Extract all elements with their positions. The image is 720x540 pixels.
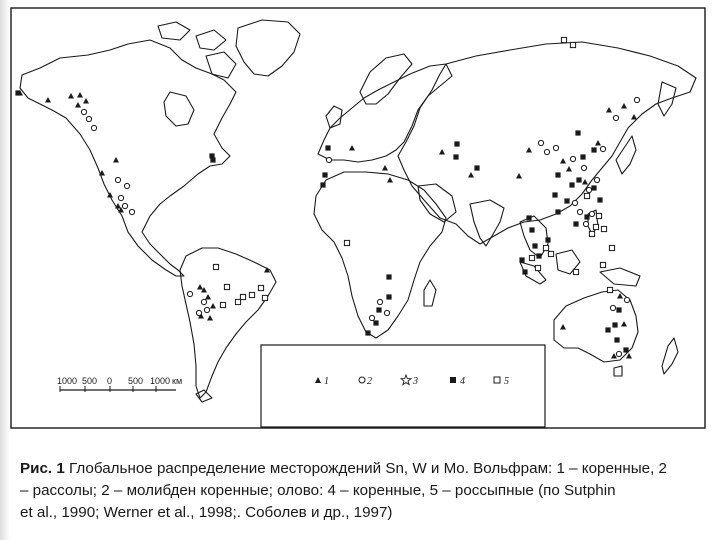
tungsten-primary-marker (560, 324, 566, 330)
tin-placer-marker (258, 285, 263, 290)
tin-placer-marker (593, 224, 598, 229)
tin-primary-marker (580, 154, 585, 159)
tungsten-primary-marker (516, 173, 522, 179)
europe-outline (318, 64, 452, 162)
tin-placer-marker (561, 37, 566, 42)
tin-primary-marker (386, 294, 391, 299)
molybdenum-primary-marker (326, 157, 331, 162)
molybdenum-primary-marker (115, 177, 120, 182)
tin-primary-marker (552, 192, 557, 197)
tungsten-primary-marker (207, 315, 213, 321)
tin-primary-marker (320, 182, 325, 187)
scale-label-1000-left: 1000 (57, 376, 78, 386)
tungsten-primary-marker (560, 158, 566, 164)
scandinavia (360, 54, 412, 104)
molybdenum-primary-marker (572, 200, 577, 205)
tin-placer-marker (548, 251, 553, 256)
tin-placer-marker (235, 299, 240, 304)
molybdenum-primary-marker (187, 291, 192, 296)
molybdenum-primary-marker (129, 209, 134, 214)
figure-caption (20, 458, 720, 524)
tungsten-primary-marker (75, 102, 81, 108)
tungsten-primary-marker (606, 107, 612, 113)
molybdenum-primary-marker (610, 305, 615, 310)
tungsten-primary-marker (197, 284, 203, 290)
tin-primary-marker (529, 227, 534, 232)
tin-placer-marker (535, 265, 540, 270)
tungsten-primary-marker (566, 166, 572, 172)
africa-outline (314, 172, 446, 338)
tin-primary-marker (573, 221, 578, 226)
molybdenum-primary-marker (369, 315, 374, 320)
tungsten-primary-marker (382, 165, 388, 171)
legend-label-2: 2 (367, 376, 372, 387)
tin-primary-marker (536, 253, 541, 258)
scale-label-unit: км (172, 376, 183, 386)
molybdenum-primary-marker (91, 125, 96, 130)
tin-placer-marker (573, 269, 578, 274)
tin-placer-marker (529, 255, 534, 260)
tin-placer-marker (543, 245, 548, 250)
tin-primary-marker (555, 172, 560, 177)
tungsten-primary-marker (349, 145, 355, 151)
molybdenum-primary-marker (577, 209, 582, 214)
japan (616, 136, 636, 174)
madagascar (424, 280, 436, 306)
tin-placer-markers (213, 37, 614, 307)
legend-circle-symbol (359, 377, 365, 383)
tin-primary-marker (605, 327, 610, 332)
tin-primary-marker (454, 141, 459, 146)
tin-placer-marker (213, 264, 218, 269)
tungsten-primary-marker (387, 177, 393, 183)
molybdenum-primary-marker (624, 297, 629, 302)
tin-primary-marker (623, 347, 628, 352)
tin-primary-marker (569, 182, 574, 187)
legend-box (261, 345, 545, 427)
arctic-island-1 (158, 22, 190, 40)
tin-primary-marker (616, 307, 621, 312)
tin-placer-marker (224, 284, 229, 289)
india (470, 200, 504, 246)
tin-primary-marker (555, 209, 560, 214)
tungsten-primary-marker (68, 93, 74, 99)
tin-primary-marker (453, 154, 458, 159)
tasmania (614, 366, 622, 376)
legend (261, 345, 545, 427)
tin-primary-marker (526, 215, 531, 220)
tin-placer-marker (600, 262, 605, 267)
caption-prefix: Рис. 1 (20, 460, 65, 477)
legend-filled-square-symbol (450, 377, 456, 383)
tin-primary-marker (612, 322, 617, 327)
molybdenum-primary-marker (570, 156, 575, 161)
tungsten-primary-marker (631, 114, 637, 120)
tin-placer-marker (249, 292, 254, 297)
tin-placer-marker (584, 193, 589, 198)
caption-line-2: – рассолы; 2 – молибден коренные; олово: 4 – коренные, 5 – россыпные (по Sutphin (20, 482, 616, 499)
tin-placer-marker (596, 213, 601, 218)
molybdenum-primary-marker (377, 299, 382, 304)
molybdenum-primary-marker (600, 146, 605, 151)
tin-primary-marker (522, 269, 527, 274)
tungsten-primary-marker (205, 294, 211, 300)
molybdenum-primary-marker (553, 145, 558, 150)
molybdenum-primary-marker (122, 203, 127, 208)
tin-primary-marker (591, 185, 596, 190)
tin-primary-marker (591, 147, 596, 152)
molybdenum-primary-marker (81, 109, 86, 114)
new-zealand (662, 338, 678, 374)
tin-primary-marker (15, 90, 20, 95)
molybdenum-primary-marker (634, 97, 639, 102)
tin-primary-marker (373, 320, 378, 325)
caption-line-1-text: Глобальное распределение месторождений Sn, W и Mo. Вольфрам: 1 – коренные, 2 (64, 460, 667, 477)
scale-bar (57, 376, 182, 392)
tin-primary-marker (564, 198, 569, 203)
kamchatka (658, 82, 676, 116)
legend-label-4: 4 (460, 376, 465, 387)
legend-open-square-symbol (494, 377, 500, 383)
molybdenum-primary-marker (201, 299, 206, 304)
tin-placer-marker (220, 302, 225, 307)
tin-primary-marker (519, 257, 524, 262)
arctic-island-2 (196, 30, 226, 50)
tungsten-primary-marker (621, 103, 627, 109)
tin-placer-marker (344, 240, 349, 245)
legend-label-3: 3 (413, 376, 418, 387)
caption-line-1 (20, 458, 720, 480)
molybdenum-primary-marker (86, 116, 91, 121)
scale-label-1000-right: 1000 (150, 376, 171, 386)
molybdenum-primary-marker (616, 351, 621, 356)
new-guinea (600, 268, 640, 286)
hudson-bay (164, 92, 194, 126)
tin-primary-marker (584, 214, 589, 219)
baffin-island (206, 52, 236, 78)
tungsten-primary-marker (77, 92, 83, 98)
tin-primary-marker (386, 274, 391, 279)
tin-primary-marker (532, 243, 537, 248)
tungsten-primary-marker (113, 157, 119, 163)
caption-line-3: et al., 1990; Werner et al., 1998;. Соболев и др., 1997) (20, 504, 393, 521)
molybdenum-primary-marker (594, 177, 599, 182)
tin-placer-marker (609, 245, 614, 250)
scale-label-500-right: 500 (128, 376, 144, 386)
tungsten-primary-marker (595, 140, 601, 146)
tin-placer-marker (601, 226, 606, 231)
tin-primary-marker (576, 177, 581, 182)
north-america-outline (20, 40, 236, 276)
tungsten-primary-markers (17, 90, 637, 359)
tungsten-primary-marker (45, 97, 51, 103)
molybdenum-primary-marker (613, 115, 618, 120)
tin-primary-marker (365, 330, 370, 335)
tin-primary-markers (15, 90, 628, 352)
tin-primary-marker (322, 172, 327, 177)
molybdenum-primary-marker (118, 195, 123, 200)
tin-placer-marker (607, 287, 612, 292)
legend-label-5: 5 (504, 376, 509, 387)
molybdenum-primary-marker (583, 221, 588, 226)
tungsten-primary-marker (210, 303, 216, 309)
tin-primary-marker (597, 197, 602, 202)
molybdenum-primary-marker (204, 307, 209, 312)
tungsten-primary-marker (526, 147, 532, 153)
molybdenum-primary-marker (589, 211, 594, 216)
tungsten-primary-marker (621, 321, 627, 327)
tungsten-primary-marker (468, 172, 474, 178)
molybdenum-primary-marker (581, 165, 586, 170)
legend-label-1: 1 (324, 376, 329, 387)
tin-primary-marker (325, 145, 330, 150)
molybdenum-primary-marker (544, 149, 549, 154)
tungsten-primary-marker (83, 98, 89, 104)
tin-placer-marker (262, 295, 267, 300)
greenland (236, 20, 300, 76)
tin-primary-marker (376, 307, 381, 312)
tungsten-primary-marker (439, 149, 445, 155)
molybdenum-primary-marker (384, 310, 389, 315)
tin-primary-marker (210, 157, 215, 162)
molybdenum-primary-marker (196, 310, 201, 315)
tin-primary-marker (575, 130, 580, 135)
scale-label-500-left: 500 (82, 376, 98, 386)
tin-primary-marker (614, 337, 619, 342)
molybdenum-primary-marker (586, 187, 591, 192)
tungsten-primary-marker (582, 179, 588, 185)
tin-primary-marker (474, 165, 479, 170)
scale-label-0: 0 (107, 376, 113, 386)
tin-placer-marker (570, 42, 575, 47)
tin-placer-marker (589, 231, 594, 236)
tin-placer-marker (240, 294, 245, 299)
world-map (8, 5, 708, 430)
molybdenum-primary-marker (538, 140, 543, 145)
molybdenum-primary-marker (124, 183, 129, 188)
tin-primary-marker (545, 237, 550, 242)
